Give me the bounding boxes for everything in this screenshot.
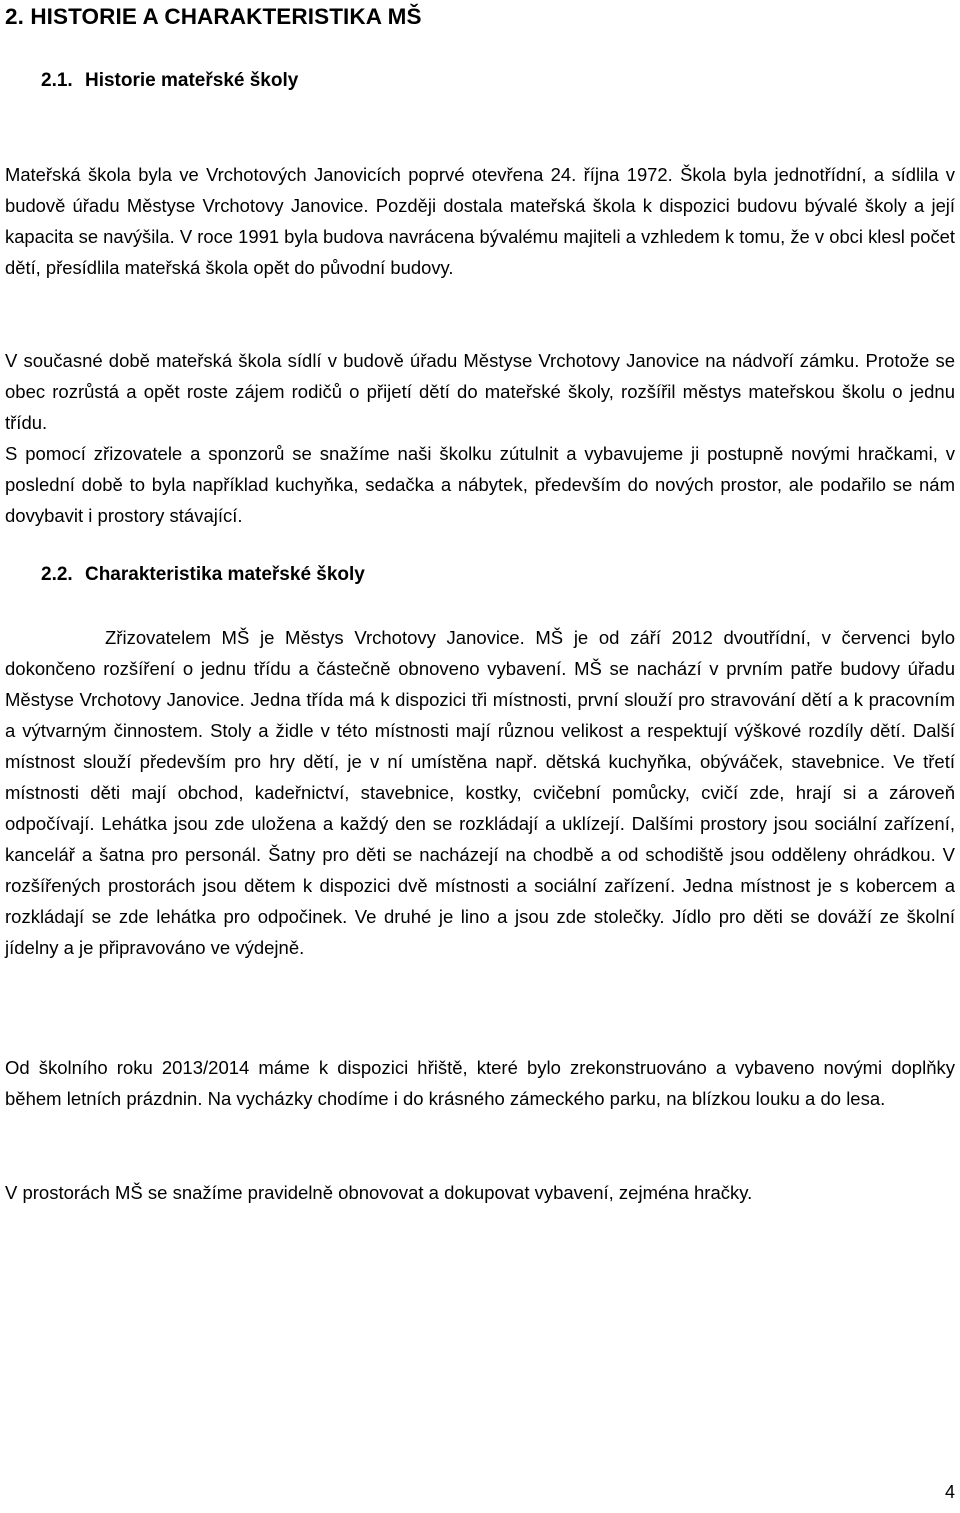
section-number: 2.2. (41, 564, 73, 585)
section-title: Historie mateřské školy (84, 70, 299, 91)
paragraph-history-1: Mateřská škola byla ve Vrchotových Janovicích poprvé otevřena 24. října 1972. Škola byla jednotřídní, a sídlila v budově úřadu Městyse Vrchotovy Janovice. Později dostala mateřská škola k dispozici budovu bývalé školy a její kapacita se navýšila. V roce 1991 byla budova navrácena bývalému majiteli a vzhledem k tomu, že v obci klesl počet dětí, přesídlila mateřská škola opět do původní budovy. (5, 164, 955, 278)
paragraph-characteristics-3: V prostorách MŠ se snažíme pravidelně obnovovat a dokupovat vybavení, zejména hračky. (5, 1182, 753, 1203)
section-number: 2.1. (41, 70, 73, 91)
section-heading-characteristics (41, 564, 365, 586)
paragraph-history-3: S pomocí zřizovatele a sponzorů se snažíme naši školku zútulnit a vybavujeme ji postupně novými hračkami, v poslední době to byla například kuchyňka, sedačka a nábytek, především do nových prostor, ale podařilo se nám dovybavit i prostory stávající. (5, 443, 955, 526)
paragraph-characteristics-2: Od školního roku 2013/2014 máme k dispozici hřiště, které bylo zrekonstruováno a vybaveno novými doplňky během letních prázdnin. Na vycházky chodíme i do krásného zámeckého parku, na blízkou louku a do lesa. (5, 1057, 955, 1109)
paragraph-history-2: V současné době mateřská škola sídlí v budově úřadu Městyse Vrchotovy Janovice na nádvoří zámku. Protože se obec rozrůstá a opět roste zájem rodičů o přijetí dětí do mateřské školy, rozšířil městys mateřskou školu o jednu třídu. (5, 350, 955, 433)
paragraph-characteristics-1: Zřizovatelem MŠ je Městys Vrchotovy Janovice. MŠ je od září 2012 dvoutřídní, v červenci bylo dokončeno rozšíření o jednu třídu a částečně obnoveno vybavení. MŠ se nachází v prvním patře budovy úřadu Městyse Vrchotovy Janovice. Jedna třída má k dispozici tři místnosti, první slouží pro stravování dětí a k pracovním a výtvarným činnostem. Stoly a židle v této místnosti mají různou velikost a respektují výškové rozdíly dětí. Další místnost slouží především pro hry dětí, je v ní umístěna např. dětská kuchyňka, obýváček, stavebnice. Ve třetí místnosti děti mají obchod, kadeřnictví, stavebnice, kostky, cvičební pomůcky, cvičí zde, hrají si a zároveň odpočívají. Lehátka jsou zde uložena a každý den se rozkládají a uklízejí. Dalšími prostory jsou sociální zařízení, kancelář a šatna pro personál. Šatny pro děti se nacházejí na chodbě a od schodiště jsou odděleny ohrádkou. V rozšířených prostorách jsou dětem k dispozici dvě místnosti a sociální zařízení. Jedna místnost je s kobercem a rozkládají se zde lehátka pro odpočinek. Ve druhé je lino a jsou zde stolečky. Jídlo pro děti se dováží ze školní jídelny a je připravováno ve výdejně. (5, 627, 955, 958)
page-number: 4 (944, 1482, 955, 1502)
chapter-heading: 2. HISTORIE A CHARAKTERISTIKA MŠ (5, 4, 422, 29)
section-heading-history (41, 70, 298, 92)
section-title: Charakteristika mateřské školy (84, 564, 365, 585)
